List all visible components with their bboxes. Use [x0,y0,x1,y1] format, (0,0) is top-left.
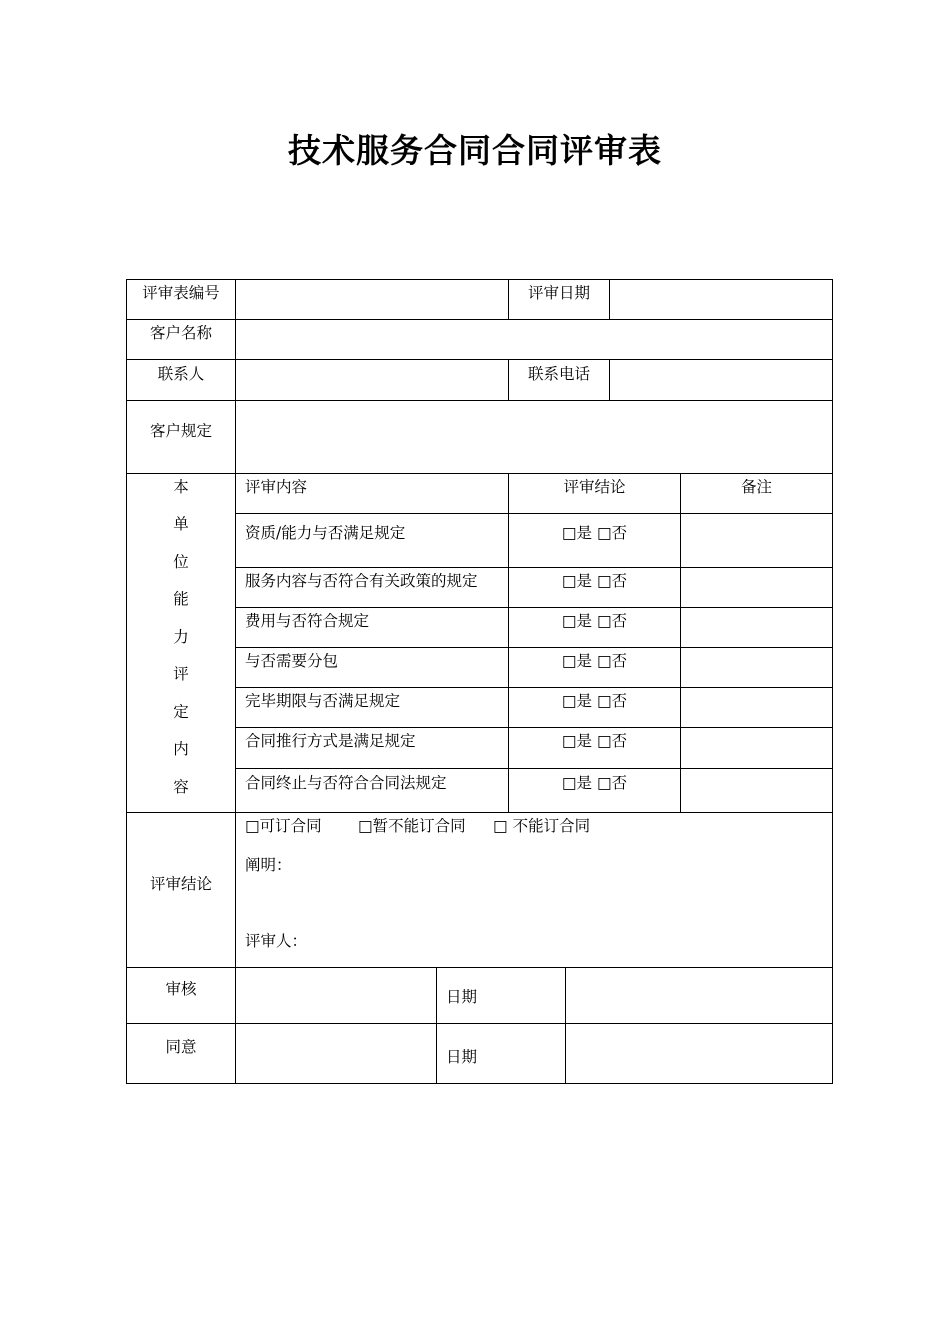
row-divider [235,607,833,608]
audit-date-label: 日期 [446,988,478,1006]
audit-label: 审核 [165,980,197,998]
reviewer-label: 评审人： [245,932,308,950]
row-divider [235,513,833,514]
table-border-right [832,279,833,1084]
agree-label: 同意 [165,1038,197,1056]
row-divider [235,768,833,769]
explanation-label: 阐明： [245,856,292,874]
col-header-conclusion: 评审结论 [563,478,626,496]
yes-no-checkbox[interactable]: □是 □否 [561,612,628,630]
ability-side-label-char: 位 [173,553,189,571]
customer-name-field[interactable] [236,320,832,359]
customer-requirement-label: 客户规定 [149,422,212,440]
review-date-field[interactable] [610,280,832,319]
row-divider [235,567,833,568]
review-item: 完毕期限与否满足规定 [245,692,401,710]
page-title: 技术服务合同合同评审表 [288,131,662,170]
ability-side-label-char: 定 [173,703,189,721]
col-header-content: 评审内容 [245,478,308,496]
customer-requirement-field[interactable] [236,401,832,473]
agree-date-field[interactable] [566,1024,832,1083]
review-item: 服务内容与否符合有关政策的规定 [245,572,478,590]
yes-no-checkbox[interactable]: □是 □否 [561,774,628,792]
agree-date-label: 日期 [446,1048,478,1066]
audit-date-field[interactable] [566,968,832,1023]
ability-side-label-char: 评 [173,665,189,683]
contact-field[interactable] [236,360,508,400]
row-divider [126,473,833,474]
phone-label: 联系电话 [527,365,590,383]
table-border-bottom [126,1083,833,1084]
ability-side-label-char: 力 [173,628,189,646]
contact-label: 联系人 [157,365,205,383]
ability-side-label-char: 容 [173,778,189,796]
ability-side-label-char: 能 [173,590,189,608]
form-number-label: 评审表编号 [142,284,220,302]
ability-side-label-char: 单 [173,515,189,533]
yes-no-checkbox[interactable]: □是 □否 [561,692,628,710]
customer-name-label: 客户名称 [149,324,212,342]
ability-side-label-char: 本 [173,478,189,496]
review-item: 合同终止与否符合合同法规定 [245,774,447,792]
form-number-field[interactable] [236,280,508,319]
review-item: 合同推行方式是满足规定 [245,732,416,750]
audit-field[interactable] [236,968,436,1023]
col-divider [436,967,437,1084]
row-divider [235,687,833,688]
yes-no-checkbox[interactable]: □是 □否 [561,652,628,670]
option-cannot-sign[interactable]: □ 不能订合同 [493,817,591,835]
review-item: 费用与否符合规定 [245,612,370,630]
ability-side-label-char: 内 [173,740,189,758]
phone-field[interactable] [610,360,832,400]
agree-field[interactable] [236,1024,436,1083]
yes-no-checkbox[interactable]: □是 □否 [561,572,628,590]
row-divider [126,812,833,813]
review-item: 与否需要分包 [245,652,339,670]
yes-no-checkbox[interactable]: □是 □否 [561,732,628,750]
review-item: 资质/能力与否满足规定 [245,524,406,542]
conclusion-label: 评审结论 [149,875,212,893]
review-date-label: 评审日期 [527,284,590,302]
row-divider [235,727,833,728]
yes-no-checkbox[interactable]: □是 □否 [561,524,628,542]
option-can-sign[interactable]: □可订合同 [245,817,322,835]
col-header-remark: 备注 [740,478,772,496]
option-cannot-sign-now[interactable]: □暂不能订合同 [358,817,466,835]
row-divider [235,647,833,648]
